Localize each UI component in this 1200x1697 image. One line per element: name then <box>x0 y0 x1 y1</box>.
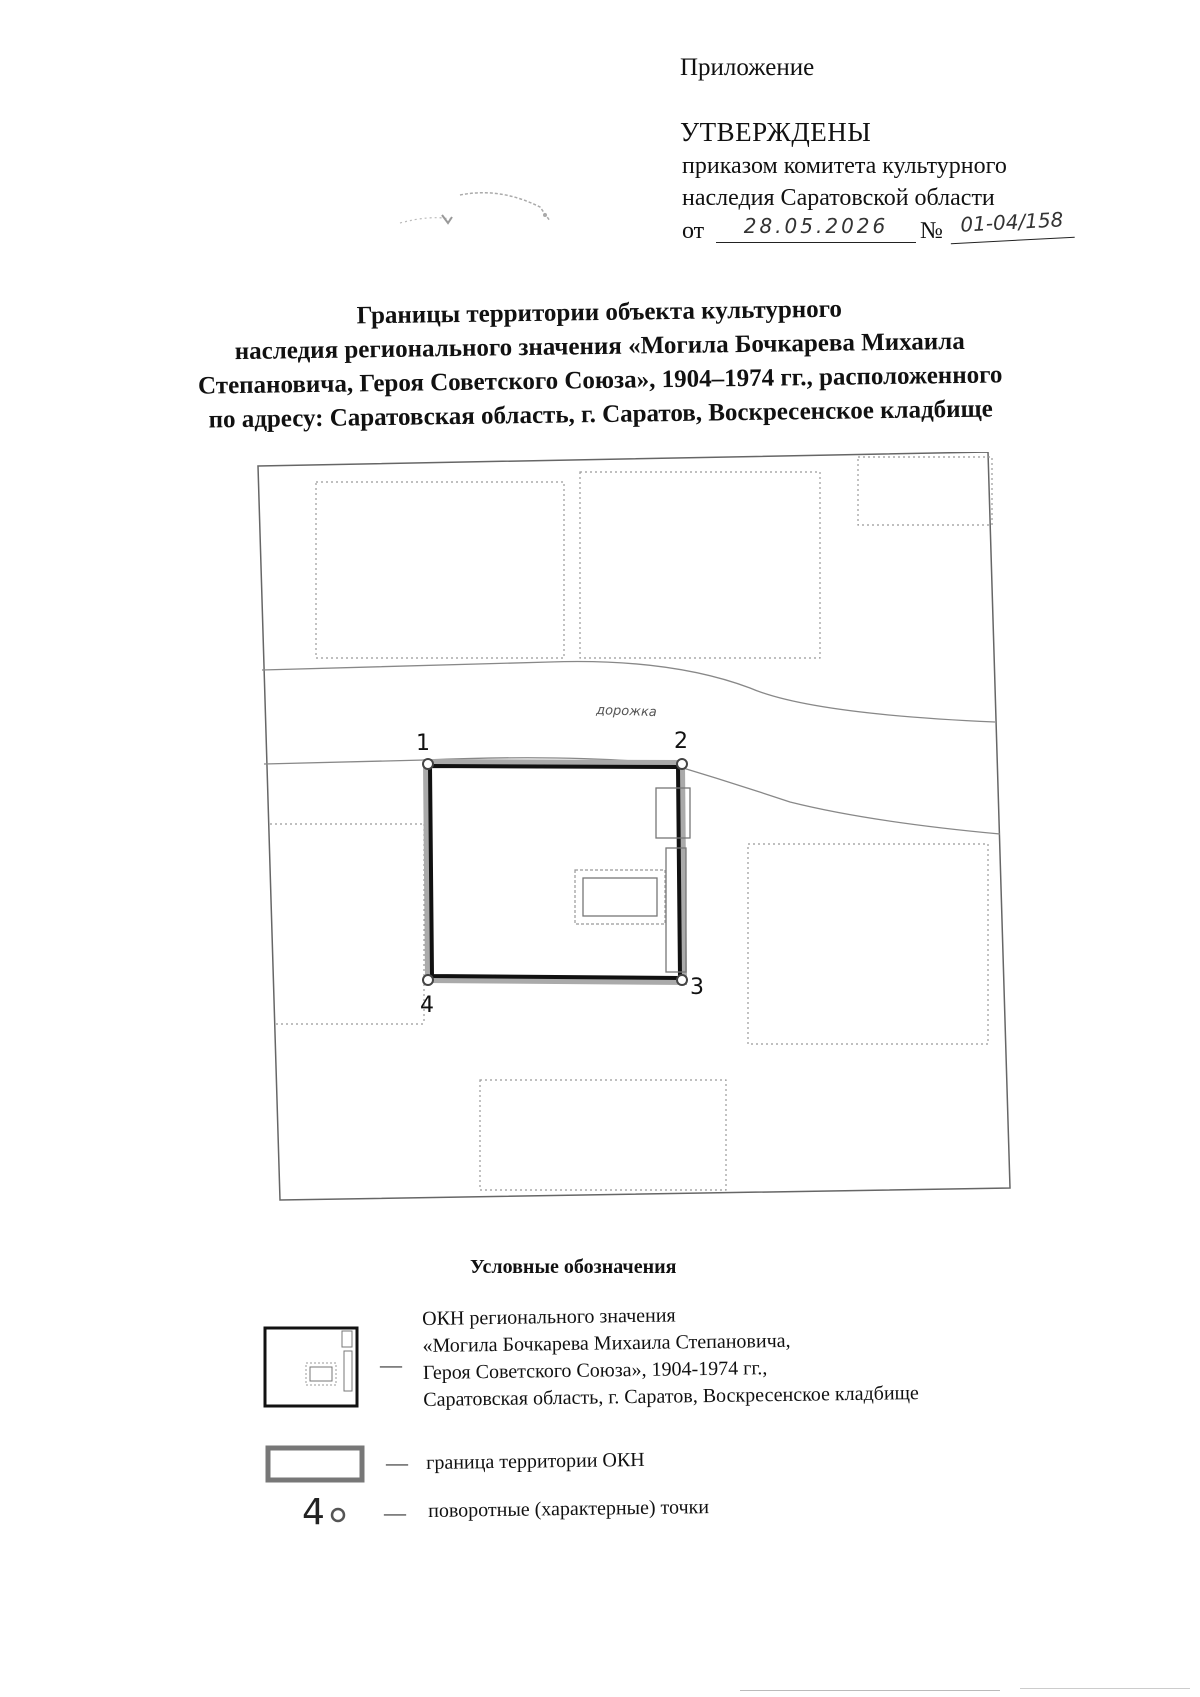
turning-point-2-label: 2 <box>674 729 688 754</box>
legend-point-number: 4 <box>302 1492 325 1533</box>
order-issuer-line-1: приказом комитета культурного <box>682 153 1007 179</box>
legend-boundary-symbol <box>264 1444 366 1484</box>
map-frame <box>258 452 1010 1200</box>
order-date: 28.05.2026 <box>716 214 916 243</box>
legend-line: Героя Советского Союза», 1904-1974 гг., <box>422 1357 768 1384</box>
legend-okn-object-text <box>422 1299 919 1414</box>
scan-edge-mark <box>740 1690 1000 1691</box>
turning-point-2-marker <box>677 759 687 769</box>
legend-line: поворотные (характерные) точки <box>428 1496 710 1522</box>
turning-point-3-marker <box>677 975 687 985</box>
order-number-label: № <box>920 218 943 244</box>
legend-line: граница территории ОКН <box>426 1448 645 1474</box>
turning-point-1-label: 1 <box>416 731 430 756</box>
order-reference <box>682 207 1082 248</box>
order-issuer-line-2: наследия Саратовской области <box>682 185 995 211</box>
title-line: Границы территории объекта культурного <box>356 295 843 330</box>
turning-point-1-marker <box>423 759 433 769</box>
title-line: по адресу: Саратовская область, г. Саратов, Воскресенское кладбище <box>208 395 993 434</box>
legend-boundary-text <box>426 1447 645 1477</box>
site-map <box>250 452 1020 1204</box>
title-line: Степановича, Героя Советского Союза», 1904–1974 гг., расположенного <box>197 361 1003 400</box>
scan-edge-mark <box>1020 1688 1190 1689</box>
stamp-smudge <box>390 185 560 235</box>
turning-point-4-label: 4 <box>420 993 434 1018</box>
legend-line: ОКН регионального значения <box>422 1304 676 1330</box>
title-line: наследия регионального значения «Могила Бочкарева Михаила <box>234 327 965 366</box>
legend-point-circle-icon <box>328 1505 348 1525</box>
legend-line: Саратовская область, г. Саратов, Воскресенское кладбище <box>423 1382 919 1411</box>
appendix-label: Приложение <box>680 54 815 81</box>
legend-heading: Условные обозначения <box>470 1256 677 1278</box>
legend-okn-object-symbol <box>262 1325 360 1409</box>
turning-point-4-marker <box>423 975 433 985</box>
order-date-label: от <box>682 218 705 244</box>
legend-dash: — <box>386 1450 408 1475</box>
legend-dash: — <box>380 1352 402 1377</box>
legend-point-symbol <box>302 1492 325 1533</box>
path-label: дорожка <box>595 703 658 721</box>
legend-line: «Могила Бочкарева Михаила Степановича, <box>422 1329 791 1357</box>
legend-dash: — <box>384 1500 406 1525</box>
turning-point-3-label: 3 <box>690 975 704 1000</box>
approved-label: УТВЕРЖДЕНЫ <box>680 117 872 147</box>
order-number: 01-04/158 <box>949 207 1074 244</box>
legend-point-text <box>428 1494 709 1525</box>
document-title <box>129 289 1071 438</box>
